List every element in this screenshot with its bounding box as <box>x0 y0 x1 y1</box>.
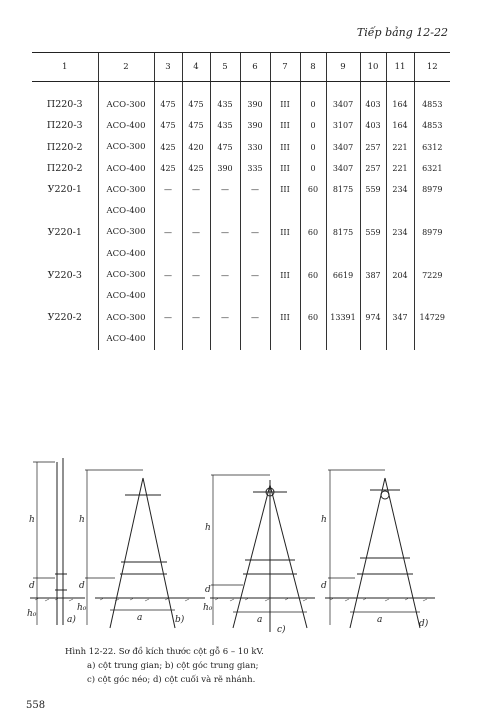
table-cell: 435 <box>210 94 240 115</box>
table-cell: 425 <box>154 158 182 179</box>
table-cell: 425 <box>182 158 210 179</box>
table-cell <box>210 328 240 349</box>
cell-conductor: ACO-300 <box>98 137 154 158</box>
table-cell: — <box>210 307 240 328</box>
table-cell <box>300 243 326 264</box>
label-d: d <box>205 585 211 595</box>
label-h0: h₀ <box>27 609 37 619</box>
cell-pole-type: П220-2 <box>46 163 83 175</box>
table-cell: 335 <box>240 158 270 179</box>
table-cell: 60 <box>300 307 326 328</box>
table-cell: 60 <box>300 264 326 285</box>
table-cell <box>210 286 240 307</box>
label-d: d <box>321 581 327 591</box>
table-cell: 475 <box>154 115 182 136</box>
table-cell: 8979 <box>414 222 450 243</box>
cell-pole-type: У220-1 <box>47 226 82 238</box>
table-cell: 221 <box>386 158 414 179</box>
label-d-panel: d) <box>419 619 429 629</box>
cell-pole-type: П220-3 <box>46 99 83 111</box>
cell-pole-type: П220-2 <box>46 141 83 153</box>
table-cell: — <box>154 264 182 285</box>
cell-conductor: ACO-300 <box>98 179 154 200</box>
cell-conductor: ACO-400 <box>98 328 154 349</box>
col-header: 2 <box>98 53 154 82</box>
col-header: 3 <box>154 53 182 82</box>
table-cell: — <box>182 264 210 285</box>
table-row <box>32 137 450 158</box>
table-cell: 221 <box>386 137 414 158</box>
table-cell: — <box>240 179 270 200</box>
table-cell: 330 <box>240 137 270 158</box>
table-cell: 8175 <box>326 179 360 200</box>
table-cell: 435 <box>210 115 240 136</box>
table-cell: — <box>240 222 270 243</box>
table-cell <box>360 286 386 307</box>
table-cell <box>154 328 182 349</box>
table-row <box>32 115 450 136</box>
label-a-panel: a) <box>67 615 76 625</box>
table-spacer <box>32 82 450 95</box>
table-cell: 387 <box>360 264 386 285</box>
table-cell: — <box>182 179 210 200</box>
col-header: 6 <box>240 53 270 82</box>
table-cell: — <box>154 307 182 328</box>
col-header: 8 <box>300 53 326 82</box>
table-row <box>32 158 450 179</box>
table-cell <box>386 286 414 307</box>
table-cell <box>240 200 270 221</box>
table-cell <box>326 200 360 221</box>
table-cell: 347 <box>386 307 414 328</box>
table-cell: III <box>270 115 300 136</box>
col-header: 4 <box>182 53 210 82</box>
table-cell <box>300 328 326 349</box>
table-cell: III <box>270 307 300 328</box>
label-h0: h₀ <box>203 603 213 613</box>
table-cell <box>386 243 414 264</box>
cell-conductor: ACO-400 <box>98 286 154 307</box>
col-header: 7 <box>270 53 300 82</box>
table-cell: 3407 <box>326 137 360 158</box>
table-cell: 8175 <box>326 222 360 243</box>
table-cell: III <box>270 137 300 158</box>
table-row <box>32 264 450 285</box>
table-cell: III <box>270 94 300 115</box>
col-header: 11 <box>386 53 414 82</box>
table-cell <box>210 200 240 221</box>
table-cell <box>240 243 270 264</box>
table-cell <box>270 243 300 264</box>
table-cell <box>360 328 386 349</box>
pole-diagram <box>25 450 455 640</box>
table-cell: 390 <box>240 94 270 115</box>
table-cell: 475 <box>182 115 210 136</box>
table-cell: 13391 <box>326 307 360 328</box>
table-cell: 3407 <box>326 94 360 115</box>
table-cell <box>182 200 210 221</box>
pole-d-right <box>385 478 420 628</box>
table-cell: 559 <box>360 222 386 243</box>
data-table <box>32 52 450 350</box>
table-cell <box>360 200 386 221</box>
cell-conductor: ACO-300 <box>98 307 154 328</box>
cell-pole-type: П220-3 <box>46 120 83 132</box>
table-cell: 4853 <box>414 115 450 136</box>
cell-pole-type <box>32 243 98 264</box>
col-header: 10 <box>360 53 386 82</box>
cell-conductor: ACO-300 <box>98 264 154 285</box>
col-header: 12 <box>414 53 450 82</box>
col-header: 5 <box>210 53 240 82</box>
table-row <box>32 94 450 115</box>
label-a: a <box>137 613 143 623</box>
table-cell: 6619 <box>326 264 360 285</box>
table-cell: 6312 <box>414 137 450 158</box>
table-cell: 6321 <box>414 158 450 179</box>
table-cell: 475 <box>182 94 210 115</box>
table-row <box>32 200 450 221</box>
col-header: 9 <box>326 53 360 82</box>
cell-conductor: ACO-400 <box>98 200 154 221</box>
table-cell: — <box>210 222 240 243</box>
table-cell <box>326 243 360 264</box>
table-cell <box>240 328 270 349</box>
table-cell: 164 <box>386 115 414 136</box>
label-h: h <box>205 523 211 533</box>
table-row <box>32 179 450 200</box>
cell-pole-type: У220-2 <box>47 312 82 324</box>
table-row <box>32 328 450 349</box>
label-c-panel: c) <box>277 625 286 635</box>
table-cell <box>414 286 450 307</box>
table-cell: — <box>154 179 182 200</box>
table-header-row <box>32 53 450 82</box>
table-cell <box>326 328 360 349</box>
table-cell <box>182 328 210 349</box>
table-cell: 3107 <box>326 115 360 136</box>
cell-pole-type: У220-1 <box>47 184 82 196</box>
figure-caption <box>65 645 264 687</box>
table-cell: — <box>154 222 182 243</box>
table-cell: 14729 <box>414 307 450 328</box>
table-cell <box>270 286 300 307</box>
label-d: d <box>29 581 35 591</box>
cell-pole-type <box>32 328 98 349</box>
page-number: 558 <box>26 700 46 711</box>
table-cell <box>240 286 270 307</box>
table-row <box>32 243 450 264</box>
table-cell: 974 <box>360 307 386 328</box>
table-cell <box>300 200 326 221</box>
label-h0: h₀ <box>77 603 87 613</box>
table-cell <box>386 328 414 349</box>
cell-pole-type: У220-3 <box>47 269 82 281</box>
cell-conductor: ACO-300 <box>98 94 154 115</box>
table-cell: — <box>182 222 210 243</box>
table-cell: 390 <box>240 115 270 136</box>
table-cell: III <box>270 179 300 200</box>
table-cell <box>414 200 450 221</box>
table-cell: III <box>270 158 300 179</box>
label-a: a <box>377 615 383 625</box>
table-row <box>32 222 450 243</box>
table-cell: 257 <box>360 137 386 158</box>
table-cell: 420 <box>182 137 210 158</box>
table-cell: 257 <box>360 158 386 179</box>
table-cell: 7229 <box>414 264 450 285</box>
table-cell: 234 <box>386 179 414 200</box>
cell-conductor: ACO-400 <box>98 243 154 264</box>
table-cell <box>154 200 182 221</box>
caption-line-3: c) cột góc néo; d) cột cuối và rẽ nhánh. <box>87 675 256 685</box>
pole-c-right <box>270 485 307 628</box>
table-cell: 425 <box>154 137 182 158</box>
cell-conductor: ACO-400 <box>98 158 154 179</box>
table-cell: 0 <box>300 137 326 158</box>
table-cell: — <box>240 264 270 285</box>
label-d: d <box>79 581 85 591</box>
label-a: a <box>257 615 263 625</box>
table-cell <box>210 243 240 264</box>
pole-b-left <box>110 478 143 628</box>
col-header: 1 <box>32 53 98 82</box>
table-cell: 164 <box>386 94 414 115</box>
pole-b-right <box>143 478 175 628</box>
table-cell: 60 <box>300 179 326 200</box>
table-cell: 8979 <box>414 179 450 200</box>
caption-line-1: Hình 12-22. Sơ đồ kích thước cột gỗ 6 – 10 kV. <box>65 647 264 657</box>
table-cell: 60 <box>300 222 326 243</box>
table-cell <box>182 243 210 264</box>
table-body <box>32 82 450 350</box>
table-cell: 204 <box>386 264 414 285</box>
cell-conductor: ACO-300 <box>98 222 154 243</box>
table-cell: 234 <box>386 222 414 243</box>
table-cell <box>154 243 182 264</box>
table-cell <box>360 243 386 264</box>
table-cell <box>414 243 450 264</box>
continuation-label: Tiếp bảng 12-22 <box>356 26 448 39</box>
table-cell: — <box>210 264 240 285</box>
table-cell: 0 <box>300 94 326 115</box>
table-row <box>32 307 450 328</box>
table-cell <box>326 286 360 307</box>
table-cell <box>182 286 210 307</box>
table-cell: 559 <box>360 179 386 200</box>
cell-pole-type <box>32 200 98 221</box>
table-cell <box>300 286 326 307</box>
caption-line-2: a) cột trung gian; b) cột góc trung gian; <box>87 661 259 671</box>
table-cell: 390 <box>210 158 240 179</box>
table-cell: 0 <box>300 115 326 136</box>
table-cell <box>386 200 414 221</box>
label-h: h <box>321 515 327 525</box>
cell-conductor: ACO-400 <box>98 115 154 136</box>
table-cell: 475 <box>210 137 240 158</box>
table-cell: 4853 <box>414 94 450 115</box>
pole-d-left <box>350 478 385 628</box>
table-cell <box>270 328 300 349</box>
table-row <box>32 286 450 307</box>
table-cell: 475 <box>154 94 182 115</box>
label-h: h <box>29 515 35 525</box>
table-cell: 3407 <box>326 158 360 179</box>
pole-c-left <box>233 485 270 628</box>
table-cell: 403 <box>360 94 386 115</box>
table-cell <box>414 328 450 349</box>
cell-pole-type <box>32 286 98 307</box>
table-cell <box>270 200 300 221</box>
label-h: h <box>79 515 85 525</box>
table-cell: 0 <box>300 158 326 179</box>
table-cell: — <box>210 179 240 200</box>
table-cell <box>154 286 182 307</box>
label-b-panel: b) <box>175 615 185 625</box>
table-cell: 403 <box>360 115 386 136</box>
table-cell: — <box>182 307 210 328</box>
table-cell: III <box>270 264 300 285</box>
table-cell: — <box>240 307 270 328</box>
table-cell: III <box>270 222 300 243</box>
